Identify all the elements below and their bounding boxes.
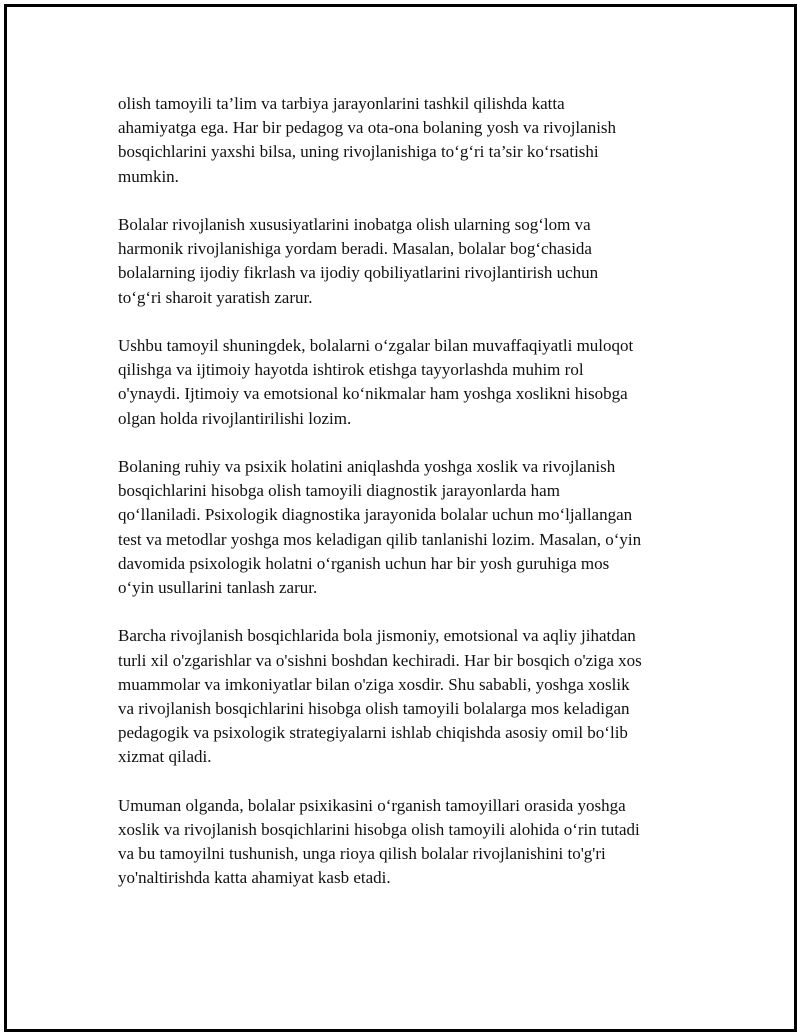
text-line: turli xil o'zgarishlar va o'sishni boshdan kechiradi. Har bir bosqich o'ziga xos [118,650,642,670]
text-line: yo'naltirishda katta ahamiyat kasb etadi. [118,868,391,888]
text-line: qilishga va ijtimoiy hayotda ishtirok etishga tayyorlashda muhim rol [118,360,584,380]
paragraph [118,92,718,189]
paragraph [118,455,718,600]
text-line: va bu tamoyilni tushunish, unga rioya qilish bolalar rivojlanishini to'g'ri [118,844,606,864]
text-line: olgan holda rivojlantirilishi lozim. [118,408,352,428]
text-line: test va metodlar yoshga mos keladigan qilib tanlanishi lozim. Masalan, o‘yin [118,529,642,549]
text-line: Ushbu tamoyil shuningdek, bolalarni o‘zgalar bilan muvaffaqiyatli muloqot [118,336,634,355]
text-line: xoslik va rivojlanish bosqichlarini hisobga olish tamoyili alohida o‘rin tutadi [118,820,640,840]
text-line: qo‘llaniladi. Psixologik diagnostika jarayonida bolalar uchun mo‘ljallangan [118,505,633,525]
text-line: bolalarning ijodiy fikrlash va ijodiy qobiliyatlarini rivojlantirish uchun [118,263,599,283]
text-line: to‘g‘ri sharoit yaratish zarur. [118,287,313,307]
paragraph [118,794,718,891]
text-line: harmonik rivojlanishiga yordam beradi. Masalan, bolalar bog‘chasida [118,239,592,259]
text-line: davomida psixologik holatni o‘rganish uchun har bir yosh guruhiga mos [118,553,610,573]
paragraph [118,213,718,310]
text-line: o'ynaydi. Ijtimoiy va emotsional ko‘nikmalar ham yoshga xoslikni hisobga [118,384,628,404]
text-line: muammolar va imkoniyatlar bilan o'ziga xosdir. Shu sababli, yoshga xoslik [118,674,630,694]
paragraph [118,334,718,431]
text-line: o‘yin usullarini tanlash zarur. [118,578,318,598]
text-line: bosqichlarini yaxshi bilsa, uning rivojlanishiga to‘g‘ri ta’sir ko‘rsatishi [118,142,599,162]
text-line: va rivojlanish bosqichlarini hisobga olish tamoyili bolalarga mos keladigan [118,699,630,719]
text-line: Umuman olganda, bolalar psixikasini o‘rganish tamoyillari orasida yoshga [118,795,626,815]
text-line: xizmat qiladi. [118,747,212,767]
text-line: mumkin. [118,166,179,186]
text-line: ahamiyatga ega. Har bir pedagog va ota-ona bolaning yosh va rivojlanish [118,118,617,138]
text-line: Bolalar rivojlanish xususiyatlarini inobatga olish ularning sog‘lom va [118,215,591,234]
paragraph [118,624,718,769]
document-body [118,92,718,915]
text-line: olish tamoyili ta’lim va tarbiya jarayonlarini tashkil qilishda katta [118,94,565,113]
text-line: Bolaning ruhiy va psixik holatini aniqlashda yoshga xoslik va rivojlanish [118,457,616,476]
text-line: pedagogik va psixologik strategiyalarni ishlab chiqishda asosiy omil bo‘lib [118,723,628,743]
text-line: bosqichlarini hisobga olish tamoyili diagnostik jarayonlarda ham [118,481,560,501]
text-line: Barcha rivojlanish bosqichlarida bola jismoniy, emotsional va aqliy jihatdan [118,626,636,646]
